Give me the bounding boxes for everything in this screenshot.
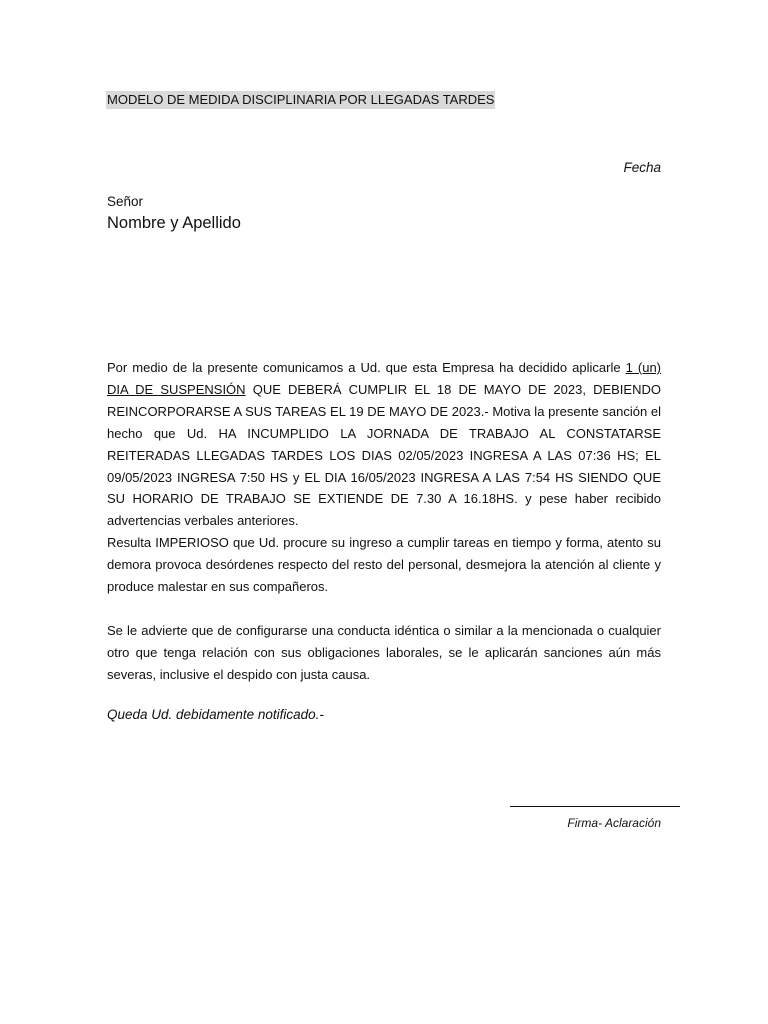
salutation: Señor bbox=[107, 194, 144, 209]
paragraph-warning: Se le advierte que de configurarse una conducta idéntica o similar a la mencionada o cualquier otro que tenga relación con sus obligaciones laborales, se le aplicarán sanciones aún más severas, inclusive el despido con justa causa. bbox=[107, 623, 661, 682]
sanction-type: DIA DE SUSPENSIÓN bbox=[107, 381, 246, 397]
document-title: MODELO DE MEDIDA DISCIPLINARIA POR LLEGADAS TARDES bbox=[107, 92, 495, 107]
signature-line bbox=[510, 806, 680, 807]
date-label: Fecha bbox=[623, 160, 661, 175]
signature-label: Firma- Aclaración bbox=[567, 816, 661, 830]
paragraph-sanction-intro: Por medio de la presente comunicamos a Ud. que esta Empresa ha decidido aplicarle bbox=[107, 360, 626, 375]
recipient-name: Nombre y Apellido bbox=[107, 214, 241, 232]
sanction-quantity: 1 (un) bbox=[625, 360, 661, 375]
paragraph-imperative: Resulta IMPERIOSO que Ud. procure su ingreso a cumplir tareas en tiempo y forma, atento su demora provoca desórdenes respecto del resto del personal, desmejora la atención al cliente y produce malestar en sus compañeros. bbox=[107, 535, 661, 594]
paragraph-sanction-rest: QUE DEBERÁ CUMPLIR EL 18 DE MAYO DE 2023, DEBIENDO REINCORPORARSE A SUS TAREAS EL 19 DE MAYO DE 2023.- Motiva la presente sanción el hecho que Ud. HA INCUMPLIDO LA JORNADA DE TRABAJO AL CONSTATARSE REITERADAS LLEGADAS TARDES LOS DIAS 02/05/2023 INGRESA A LAS 07:36 HS; EL 09/05/2023 INGRESA 7:50 HS y EL DIA 16/05/2023 INGRESA A LAS 7:54 HS SIENDO QUE SU HORARIO DE TRABAJO SE EXTIENDE DE 7.30 A 16.18HS. y pese haber recibido advertencias verbales anteriores. bbox=[107, 381, 661, 529]
paragraph-sanction bbox=[107, 357, 661, 532]
closing-notice: Queda Ud. debidamente notificado.- bbox=[107, 707, 324, 722]
